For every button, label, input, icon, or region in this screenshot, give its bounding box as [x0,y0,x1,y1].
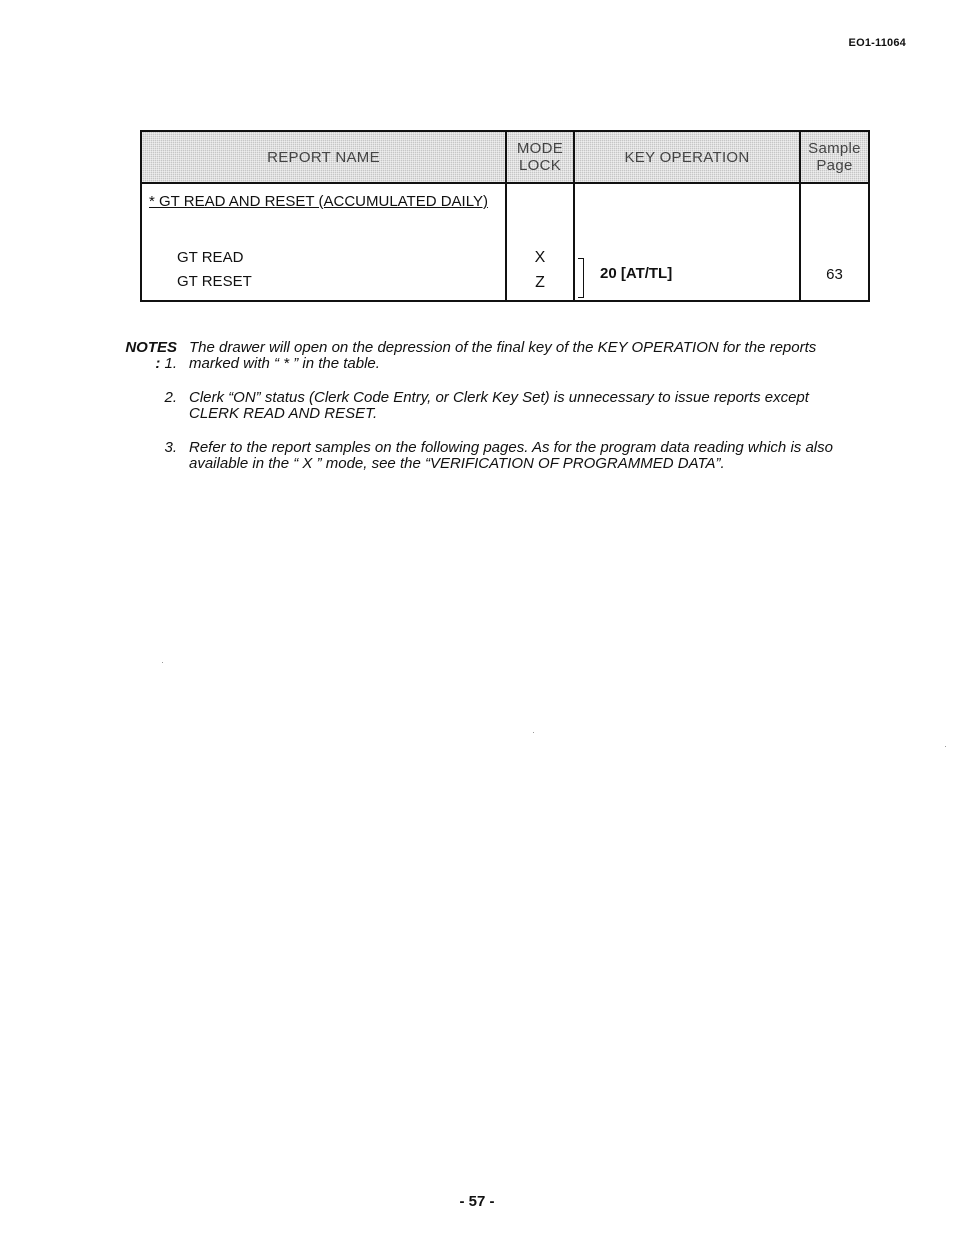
header-mode-lock: MODE LOCK [507,132,575,184]
header-sample-page: Sample Page [801,132,868,184]
note-lead [117,440,189,472]
scan-speck [945,746,946,747]
mode-lock-z: Z [535,274,545,291]
note-item [117,340,862,372]
note-number: 3. [164,439,177,456]
report-name-cell [142,184,507,300]
report-group-title: * GT READ AND RESET (ACCUMULATED DAILY) [149,193,488,210]
note-item [117,440,862,472]
note-lead [117,390,189,422]
page-number: - 57 - [459,1193,495,1210]
note-text: The drawer will open on the depression of the final key of the KEY OPERATION for the reports marked with “ * ” in the table. [189,339,817,372]
note-number: 1. [164,355,177,372]
note-item [117,390,862,422]
bracket-icon [578,258,584,298]
key-operation-value: 20 [AT/TL] [600,265,673,282]
report-table [140,130,870,302]
header-report-name: REPORT NAME [142,132,507,184]
sample-page-value: 63 [826,266,843,283]
note-text: Clerk “ON” status (Clerk Code Entry, or Clerk Key Set) is unnecessary to issue reports except CLERK READ AND RESET. [189,389,809,422]
note-text: Refer to the report samples on the following pages. As for the program data reading which is also available in the “ X ” mode, see the “VERIFICATION OF PROGRAMMED DATA”. [189,439,833,472]
mode-lock-cell [507,184,575,300]
mode-lock-x: X [534,249,546,266]
note-lead [117,340,189,372]
key-operation-cell [575,184,801,300]
notes-label: NOTES : [125,339,177,372]
scan-speck [162,662,163,663]
notes-section [117,340,862,490]
note-number: 2. [164,389,177,406]
scan-speck [533,732,534,733]
header-key-operation: KEY OPERATION [575,132,801,184]
report-item-gt-read: GT READ [177,249,244,266]
sample-page-cell [801,184,868,300]
document-code: EO1-11064 [848,37,906,49]
report-item-gt-reset: GT RESET [177,273,252,290]
